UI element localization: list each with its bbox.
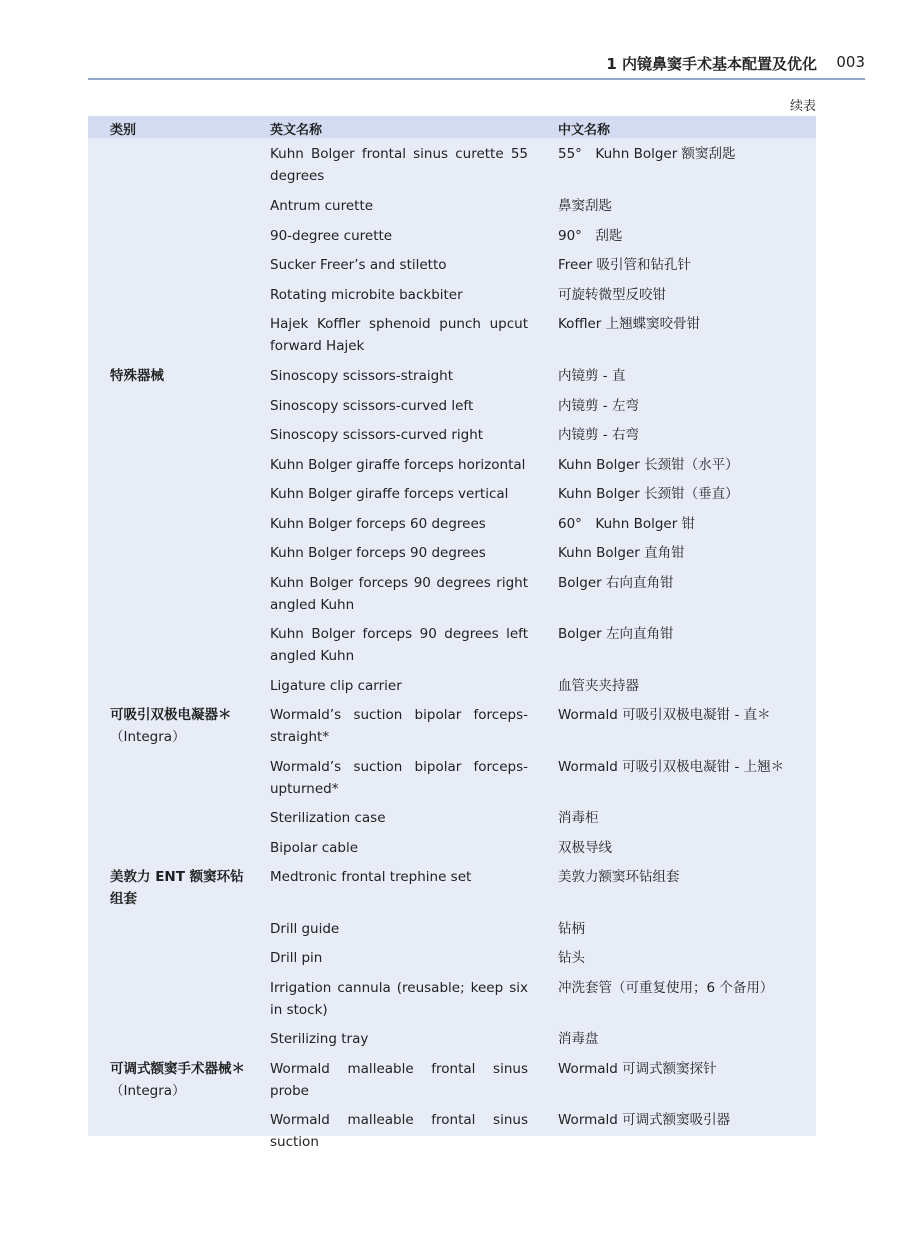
- english-name: Sucker Freer’s and stiletto: [270, 257, 447, 273]
- chinese-name: Kuhn Bolger 长颈钳（垂直）: [558, 486, 739, 502]
- category-suction-bipolar: [110, 704, 250, 748]
- english-name: Wormald’s suction bipolar forceps-upturned*: [270, 759, 528, 797]
- english-name: Kuhn Bolger forceps 90 degrees right angled Kuhn: [270, 575, 528, 613]
- chinese-name: Wormald 可吸引双极电凝钳 - 上翘＊: [558, 759, 785, 775]
- chinese-name: 冲洗套管（可重复使用；6 个备用）: [558, 980, 774, 996]
- chinese-name: Kuhn Bolger 直角钳: [558, 545, 685, 561]
- chinese-name: 内镜剪 - 右弯: [558, 427, 639, 443]
- category-trephine-set: [110, 866, 250, 910]
- category-label: 可调式额窦手术器械＊: [110, 1061, 245, 1077]
- chinese-name: 钻头: [558, 950, 585, 966]
- chinese-name: 60° Kuhn Bolger 钳: [558, 516, 696, 532]
- chinese-name: Wormald 可调式额窦探针: [558, 1061, 717, 1077]
- chinese-name: 美敦力额窦环钻组套: [558, 869, 680, 885]
- running-header: [88, 50, 865, 80]
- english-name: Irrigation cannula (reusable; keep six in stock): [270, 980, 528, 1018]
- english-name: Kuhn Bolger forceps 60 degrees: [270, 516, 486, 532]
- category-label: 可吸引双极电凝器＊: [110, 707, 232, 723]
- english-name: Medtronic frontal trephine set: [270, 869, 472, 885]
- continued-label: 续表: [789, 99, 816, 114]
- english-name: Drill guide: [270, 921, 340, 937]
- chinese-name: Bolger 右向直角钳: [558, 575, 674, 591]
- category-sublabel: （Integra）: [110, 1083, 186, 1099]
- english-name: Kuhn Bolger forceps 90 degrees left angled Kuhn: [270, 626, 528, 664]
- chinese-name: 消毒柜: [558, 810, 599, 826]
- english-name: Hajek Koffler sphenoid punch upcut forward Hajek: [270, 316, 528, 354]
- english-name: Wormald malleable frontal sinus suction: [270, 1112, 528, 1150]
- chinese-name: Wormald 可调式额窦吸引器: [558, 1112, 731, 1128]
- english-name: Ligature clip carrier: [270, 678, 402, 694]
- english-name: Kuhn Bolger frontal sinus curette 55 degrees: [270, 146, 528, 184]
- category-label: 美敦力 ENT 额窦环钻组套: [110, 869, 244, 907]
- chinese-name: 90° 刮匙: [558, 228, 623, 244]
- column-header-chinese: 中文名称: [558, 123, 611, 138]
- english-name: Rotating microbite backbiter: [270, 287, 463, 303]
- chinese-name: 消毒盘: [558, 1031, 599, 1047]
- instrument-table: [88, 116, 816, 1150]
- english-name: Sterilization case: [270, 810, 386, 826]
- english-name: Sterilizing tray: [270, 1031, 369, 1047]
- english-name: Sinoscopy scissors-straight: [270, 368, 454, 384]
- english-name: Drill pin: [270, 950, 323, 966]
- category-label: 特殊器械: [110, 368, 164, 384]
- chinese-name: 双极导线: [558, 840, 612, 856]
- chinese-name: 内镜剪 - 左弯: [558, 398, 639, 414]
- chinese-name: 血管夹夹持器: [558, 678, 639, 694]
- english-name: Sinoscopy scissors-curved left: [270, 398, 474, 414]
- english-name: Antrum curette: [270, 198, 374, 214]
- category-sublabel: （Integra）: [110, 729, 186, 745]
- english-name: Kuhn Bolger forceps 90 degrees: [270, 545, 486, 561]
- chinese-name: Freer 吸引管和钻孔针: [558, 257, 691, 273]
- category-malleable-instruments: [110, 1058, 250, 1102]
- english-name: Bipolar cable: [270, 840, 359, 856]
- chinese-name: 55° Kuhn Bolger 额窦刮匙: [558, 146, 736, 162]
- chinese-name: 可旋转微型反咬钳: [558, 287, 666, 303]
- english-name: Sinoscopy scissors-curved right: [270, 427, 484, 443]
- page-number: 003: [836, 53, 865, 71]
- chapter-title: 1 内镜鼻窦手术基本配置及优化: [606, 55, 817, 73]
- chinese-name: Kuhn Bolger 长颈钳（水平）: [558, 457, 739, 473]
- column-header-english: 英文名称: [270, 123, 323, 138]
- chinese-name: Koffler 上翘蝶窦咬骨钳: [558, 316, 701, 332]
- table-header: [88, 116, 816, 138]
- chinese-name: Bolger 左向直角钳: [558, 626, 674, 642]
- column-header-category: 类别: [110, 123, 137, 138]
- category-special-instruments: [110, 365, 250, 387]
- english-name: Wormald malleable frontal sinus probe: [270, 1061, 528, 1099]
- chinese-name: 鼻窦刮匙: [558, 198, 612, 214]
- english-name: Wormald’s suction bipolar forceps-straight*: [270, 707, 528, 745]
- english-name: Kuhn Bolger giraffe forceps vertical: [270, 486, 509, 502]
- english-name: Kuhn Bolger giraffe forceps horizontal: [270, 457, 526, 473]
- english-name: 90-degree curette: [270, 228, 393, 244]
- chinese-name: 内镜剪 - 直: [558, 368, 626, 384]
- chinese-name: Wormald 可吸引双极电凝钳 - 直＊: [558, 707, 771, 723]
- chinese-name: 钻柄: [558, 921, 585, 937]
